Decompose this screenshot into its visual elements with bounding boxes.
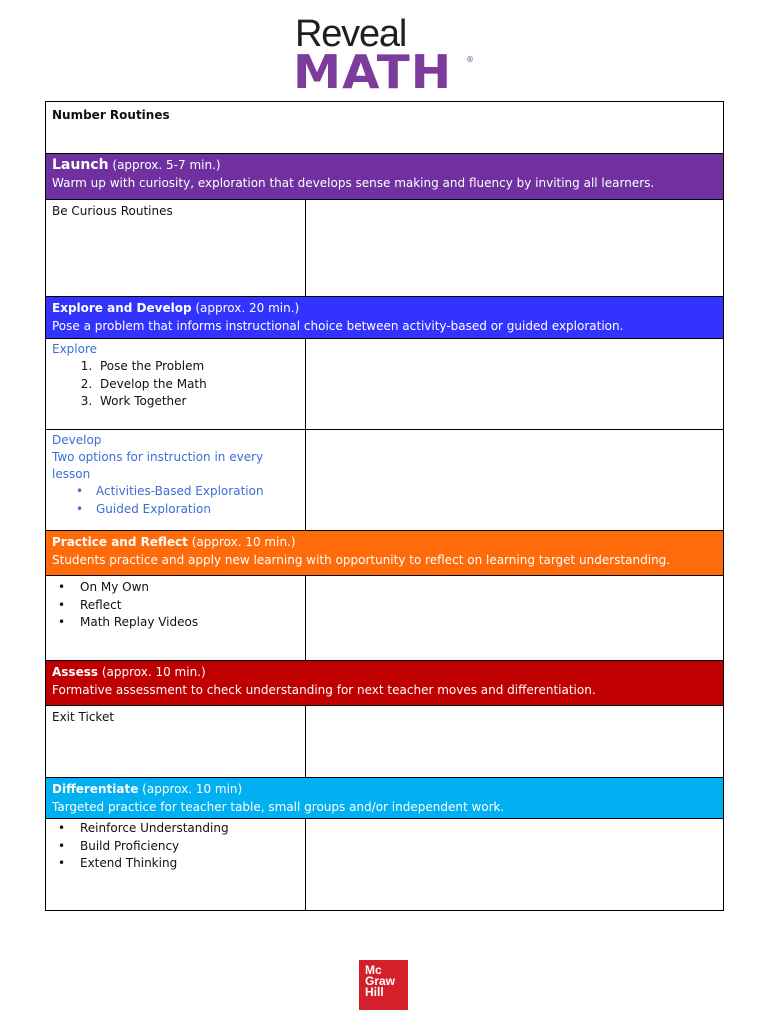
explore-notes-cell[interactable]	[306, 339, 723, 429]
explore-content-row	[46, 339, 723, 430]
practice-items-list	[52, 579, 299, 632]
mgh-logo-line: Mc	[365, 963, 382, 977]
logo-registered-mark: ®	[466, 55, 474, 64]
logo-reveal-word: Reveal	[295, 13, 407, 55]
assess-content-row	[46, 706, 723, 778]
launch-title: Launch	[52, 157, 109, 173]
develop-content-row	[46, 430, 723, 531]
practice-reflect-description: Students practice and apply new learning with opportunity to reflect on learning target understanding.	[52, 553, 671, 567]
differentiate-header	[46, 778, 723, 819]
launch-content-row	[46, 200, 723, 297]
differentiate-content-row	[46, 819, 723, 910]
develop-option: • Activities-Based Exploration	[96, 483, 299, 501]
practice-content-row	[46, 576, 723, 661]
practice-reflect-time: (approx. 10 min.)	[187, 535, 296, 549]
assess-description: Formative assessment to check understanding for next teacher moves and differentiation.	[52, 683, 596, 697]
mgh-logo-line: Graw	[365, 974, 396, 988]
assess-title: Assess	[52, 665, 98, 679]
develop-left-cell	[46, 430, 306, 530]
explore-heading: Explore	[52, 342, 98, 356]
develop-options-list	[52, 483, 299, 518]
develop-intro: Two options for instruction in every lesson	[52, 450, 264, 481]
mgh-logo-line: Hill	[365, 985, 384, 999]
explore-step: 2. Develop the Math	[96, 376, 299, 394]
practice-left-cell	[46, 576, 306, 660]
number-routines-row	[46, 102, 723, 154]
number-routines-label: Number Routines	[52, 108, 170, 122]
explore-step: 3. Work Together	[96, 393, 299, 411]
exit-ticket-label: Exit Ticket	[52, 710, 115, 724]
mcgraw-hill-logo	[359, 960, 408, 1010]
launch-notes-cell[interactable]	[306, 200, 723, 296]
explore-step: 1. Pose the Problem	[96, 358, 299, 376]
explore-left-cell	[46, 339, 306, 429]
be-curious-routines-label: Be Curious Routines	[52, 204, 173, 218]
differentiate-description: Targeted practice for teacher table, small groups and/or independent work.	[52, 800, 505, 814]
assess-header	[46, 661, 723, 706]
differentiate-item: • Reinforce Understanding	[74, 820, 299, 838]
reveal-math-logo	[0, 8, 768, 99]
launch-left-cell	[46, 200, 306, 296]
explore-steps-list	[52, 358, 299, 411]
assess-notes-cell[interactable]	[306, 706, 723, 777]
practice-reflect-title: Practice and Reflect	[52, 535, 188, 549]
differentiate-item: • Extend Thinking	[74, 855, 299, 873]
differentiate-time: (approx. 10 min)	[138, 782, 243, 796]
develop-option: • Guided Exploration	[96, 501, 299, 519]
differentiate-items-list	[52, 820, 299, 873]
practice-item: • On My Own	[74, 579, 299, 597]
explore-develop-title: Explore and Develop	[52, 301, 192, 315]
practice-item: • Math Replay Videos	[74, 614, 299, 632]
differentiate-item: • Build Proficiency	[74, 838, 299, 856]
differentiate-notes-cell[interactable]	[306, 819, 723, 910]
assess-left-cell	[46, 706, 306, 777]
logo-math-word: MATH	[293, 45, 453, 99]
practice-reflect-header	[46, 531, 723, 576]
explore-develop-description: Pose a problem that informs instructional choice between activity-based or guided exploration.	[52, 319, 624, 333]
explore-develop-header	[46, 297, 723, 339]
launch-time: (approx. 5-7 min.)	[108, 158, 221, 172]
develop-notes-cell[interactable]	[306, 430, 723, 530]
develop-heading: Develop	[52, 433, 102, 447]
lesson-planning-table	[45, 101, 724, 911]
launch-description: Warm up with curiosity, exploration that develops sense making and fluency by inviting all learners.	[52, 176, 655, 190]
differentiate-left-cell	[46, 819, 306, 910]
assess-time: (approx. 10 min.)	[98, 665, 206, 679]
practice-item: • Reflect	[74, 597, 299, 615]
launch-header	[46, 154, 723, 200]
differentiate-title: Differentiate	[52, 782, 139, 796]
explore-develop-time: (approx. 20 min.)	[191, 301, 300, 315]
practice-notes-cell[interactable]	[306, 576, 723, 660]
